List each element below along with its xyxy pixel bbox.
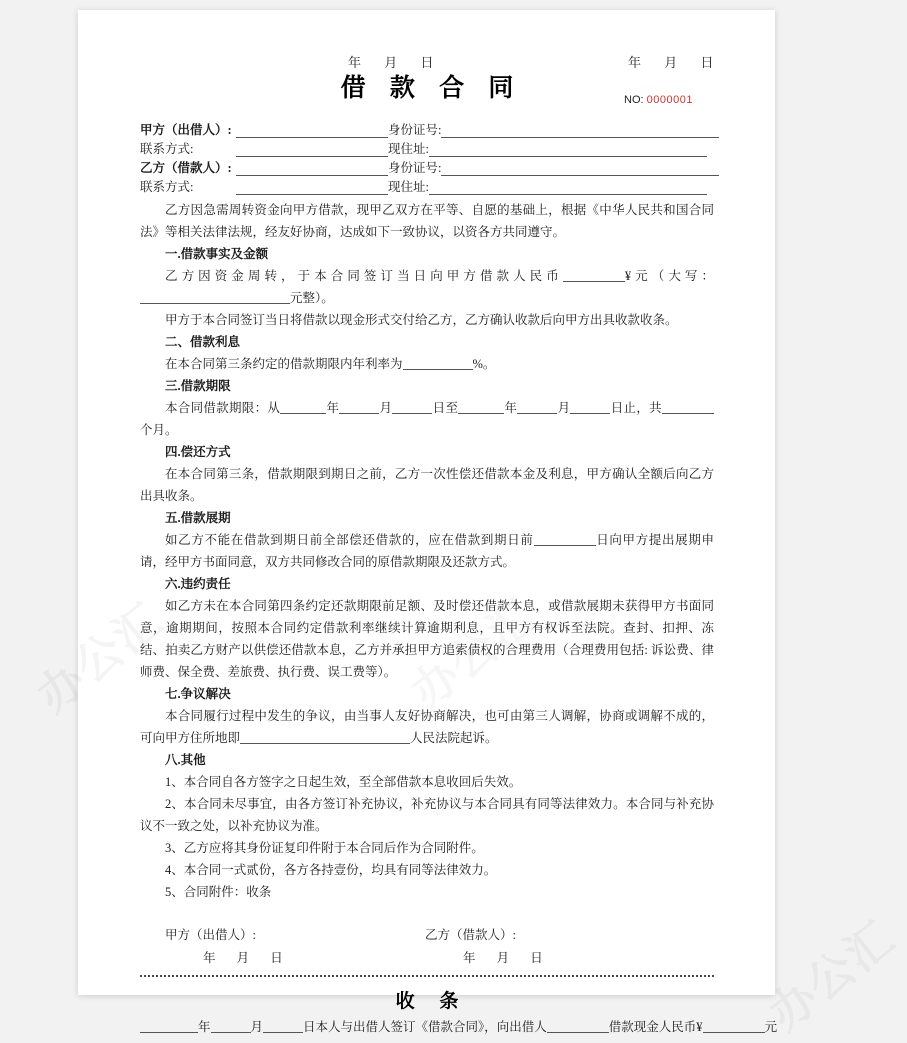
- section-7-heading: 七.争议解决: [165, 687, 231, 701]
- party-row: [140, 138, 714, 157]
- loan-amount-digits-field[interactable]: [563, 269, 625, 282]
- s5-text-b: 日向甲方提出展期申请，经甲方书面同意，双方共同修改合同的原借款期限及还款方式。: [140, 533, 714, 569]
- s3-text-d: 日至: [432, 401, 459, 415]
- term-months-field[interactable]: [662, 401, 714, 414]
- end-month-field[interactable]: [517, 401, 557, 414]
- signature-party-b: [425, 925, 552, 966]
- party-block: [140, 119, 714, 195]
- section-8-item: 5、合同附件：收条: [165, 885, 272, 899]
- receipt-month-field[interactable]: [211, 1020, 251, 1033]
- court-jurisdiction-field[interactable]: [240, 731, 410, 744]
- party-row: [140, 119, 714, 138]
- header-date-right: 年 月 日: [628, 55, 724, 70]
- s1-text-a: 乙方因资金周转，于本合同签订当日向甲方借款人民币: [165, 269, 563, 283]
- header-date-left: 年 月 日: [348, 55, 444, 70]
- section-8-heading: 八.其他: [165, 753, 206, 767]
- s3-text-g: 日止，共: [610, 401, 662, 415]
- receipt-day-field[interactable]: [263, 1020, 303, 1033]
- section-4-heading: 四.偿还方式: [165, 445, 231, 459]
- signature-party-b-date[interactable]: 年 月 日: [463, 951, 552, 965]
- dotted-separator: [140, 975, 714, 977]
- s3-text-a: 本合同借款期限：从: [165, 401, 281, 415]
- s3-text-h: 个月。: [140, 423, 178, 437]
- signature-party-a-label: 甲方（出借人）:: [165, 928, 256, 942]
- end-year-field[interactable]: [458, 401, 504, 414]
- s1-text-c: 元整）。: [290, 291, 334, 305]
- signature-party-a-date[interactable]: 年 月 日: [203, 951, 292, 965]
- receipt-line: [140, 1017, 778, 1038]
- party-b-address-field[interactable]: [429, 181, 707, 195]
- section-5-paragraph-1: [140, 529, 714, 573]
- party-a-contact-field[interactable]: [236, 143, 388, 157]
- party-a-name-field[interactable]: [236, 124, 388, 138]
- serial-label: NO:: [624, 94, 644, 106]
- page-title: 借 款 合 同: [340, 75, 523, 102]
- signature-block: [140, 925, 714, 969]
- title-row: [140, 74, 714, 108]
- section-1-heading: 一.借款事实及金额: [165, 247, 269, 261]
- serial-value: 0000001: [646, 94, 693, 106]
- extension-notice-days-field[interactable]: [534, 533, 596, 546]
- end-day-field[interactable]: [570, 401, 610, 414]
- receipt-text-4: 借款现金人民币¥: [608, 1020, 703, 1034]
- section-4-paragraph-1: 在本合同第三条，借款期限到期日之前，乙方一次性偿还借款本金及利息，甲方确认全额后向乙方出具收条。: [140, 467, 714, 503]
- receipt-text-3: 日本人与出借人签订《借款合同》，向出借人: [303, 1020, 547, 1034]
- party-a-label: 甲方（出借人）:: [140, 123, 232, 137]
- start-month-field[interactable]: [339, 401, 379, 414]
- s7-text-a: 本合同履行过程中发生的争议，由当事人友好协商解决，也可由第三人调解，协商或调解不成的，可向甲方住所地即: [140, 709, 714, 745]
- section-3-heading: 三.借款期限: [165, 379, 231, 393]
- header-date-row: [140, 52, 724, 74]
- document-page: [78, 10, 778, 1034]
- receipt-text-5: 元: [764, 1020, 778, 1034]
- section-8-item: 4、本合同一式贰份，各方各持壹份，均具有同等法律效力。: [165, 863, 497, 877]
- s7-text-b: 人民法院起诉。: [410, 731, 498, 745]
- section-8-item: 2、本合同未尽事宜，由各方签订补充协议，补充协议与本合同具有同等法律效力。本合同与补充协议不一致之处，以补充协议为准。: [140, 797, 714, 833]
- s2-text-a: 在本合同第三条约定的借款期限内年利率为: [165, 357, 403, 371]
- receipt-text-2: 月: [250, 1020, 264, 1034]
- party-a-address-field[interactable]: [429, 143, 707, 157]
- section-8-item: 3、乙方应将其身份证复印件附于本合同后作为合同附件。: [165, 841, 484, 855]
- section-6-heading: 六.违约责任: [165, 577, 231, 591]
- party-a-address-label: 现住址:: [388, 142, 429, 156]
- serial-number: [624, 94, 693, 106]
- receipt-title: 收 条: [395, 991, 469, 1012]
- party-b-contact-field[interactable]: [236, 181, 388, 195]
- s2-text-b: %。: [472, 357, 496, 371]
- receipt-amount-field[interactable]: [703, 1020, 765, 1033]
- party-b-address-label: 现住址:: [388, 180, 429, 194]
- s3-text-f: 月: [557, 401, 571, 415]
- section-7-paragraph-1: [140, 705, 714, 749]
- signature-party-b-label: 乙方（借款人）:: [425, 928, 516, 942]
- section-1-paragraph-2: 甲方于本合同签订当日将借款以现金形式交付给乙方，乙方确认收款后向甲方出具收款收条。: [165, 313, 678, 327]
- signature-party-a: [165, 925, 292, 966]
- receipt-lender-field[interactable]: [547, 1020, 609, 1033]
- party-b-id-field[interactable]: [441, 162, 719, 176]
- party-a-id-label: 身份证号:: [388, 123, 442, 137]
- s1-text-b: ¥元（大写：: [624, 269, 714, 283]
- start-day-field[interactable]: [392, 401, 432, 414]
- party-b-label: 乙方（借款人）:: [140, 161, 232, 175]
- loan-amount-words-field[interactable]: [140, 291, 290, 304]
- receipt-text-1: 年: [198, 1020, 211, 1034]
- section-2-paragraph-1: [140, 353, 714, 375]
- section-5-heading: 五.借款展期: [165, 511, 231, 525]
- party-b-name-field[interactable]: [236, 162, 388, 176]
- section-2-heading: 二、借款利息: [165, 335, 241, 349]
- party-a-contact-label: 联系方式:: [140, 142, 194, 156]
- party-b-id-label: 身份证号:: [388, 161, 442, 175]
- party-b-contact-label: 联系方式:: [140, 180, 194, 194]
- section-8-item: 1、本合同自各方签字之日起生效，至全部借款本息收回后失效。: [165, 775, 522, 789]
- s3-text-e: 年: [504, 401, 518, 415]
- party-row: [140, 157, 714, 176]
- receipt-year-field[interactable]: [140, 1020, 198, 1033]
- s3-text-b: 年: [326, 401, 340, 415]
- preamble-paragraph: 乙方因急需周转资金向甲方借款，现甲乙双方在平等、自愿的基础上，根据《中华人民共和国合同法》等相关法律法规，经友好协商，达成如下一致协议，以资各方共同遵守。: [140, 203, 714, 239]
- s5-text-a: 如乙方不能在借款到期日前全部偿还借款的，应在借款到期日前: [165, 533, 534, 547]
- section-3-paragraph-1: [140, 397, 714, 441]
- document-content: [140, 10, 778, 1038]
- interest-rate-field[interactable]: [403, 357, 473, 370]
- party-a-id-field[interactable]: [441, 124, 719, 138]
- start-year-field[interactable]: [280, 401, 326, 414]
- s3-text-c: 月: [379, 401, 393, 415]
- party-row: [140, 176, 714, 195]
- section-1-paragraph-1: [140, 265, 714, 309]
- section-6-paragraph-1: 如乙方未在本合同第四条约定还款期限前足额、及时偿还借款本息，或借款展期未获得甲方书面同意，逾期期间，按照本合同约定借款利率继续计算逾期利息，且甲方有权诉至法院。查封、扣押、冻结、拍卖乙方财产以供偿还借款本息，乙方并承担甲方追索债权的合理费用（合理费用包括: 诉讼费、律师费、保全费、差旅费、执行费、误工费等）。: [140, 599, 714, 679]
